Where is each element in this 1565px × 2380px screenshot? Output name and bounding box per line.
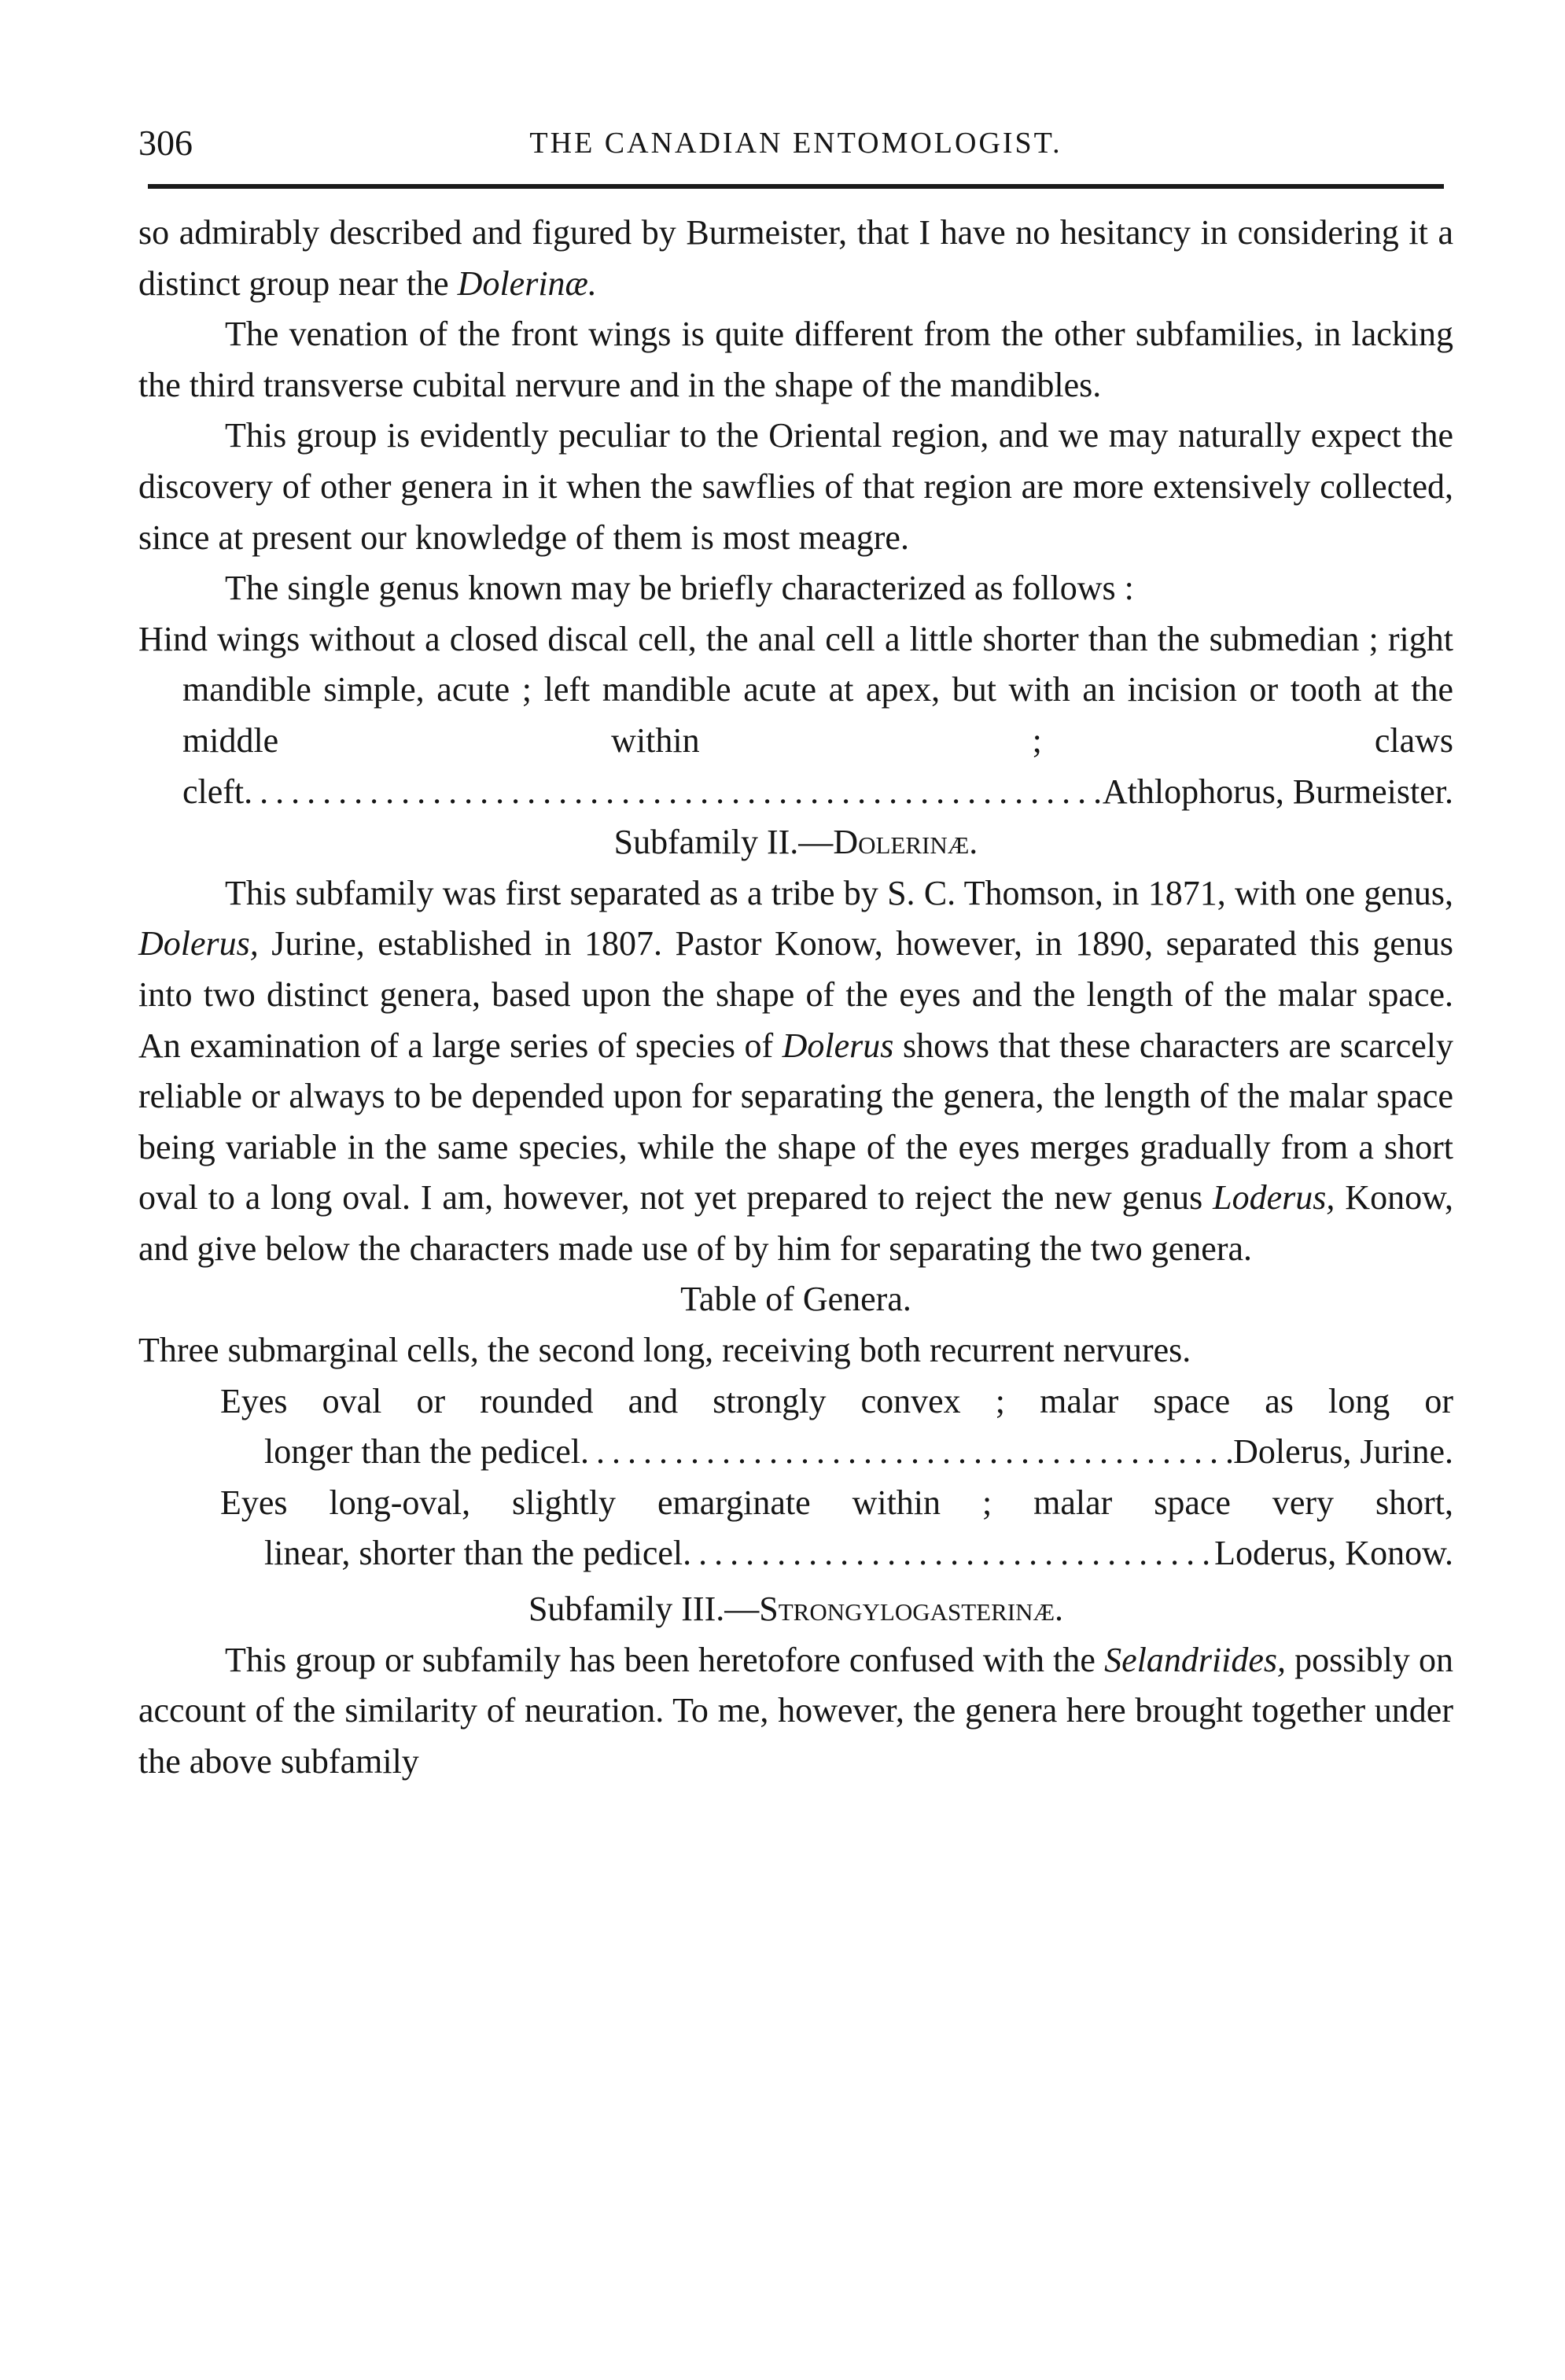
paragraph-1: so admirably described and figured by Burmeister, that I have no hesitancy in considering it a distinct group near the Dolerinæ. bbox=[138, 213, 1453, 303]
genus-name: Dolerus, Jurine. bbox=[1233, 1432, 1453, 1472]
page-header bbox=[138, 118, 1453, 168]
running-title: THE CANADIAN ENTOMOLOGIST. bbox=[529, 127, 1062, 160]
header-rule bbox=[148, 184, 1444, 189]
paragraph-3: This group is evidently peculiar to the Oriental region, and we may naturally expect the discovery of other genera in it when the sawflies of that region are more extensively collected, since at present our knowledge of them is most meagre. bbox=[138, 416, 1453, 557]
genus-name: Athlophorus, Burmeister. bbox=[1102, 772, 1453, 811]
subfamily-heading-3: Subfamily III.—Strongylogasterinæ. bbox=[528, 1590, 1064, 1629]
subfamily-heading-2: Subfamily II.—Dolerinæ. bbox=[613, 823, 978, 862]
key-leader-line: longer than the pedicel . . . Dolerus, Jurine. bbox=[138, 1427, 1453, 1478]
key-leader-line: linear, shorter than the pedicel . . . Loderus, Konow. bbox=[138, 1528, 1453, 1579]
genus-name: Loderus, Konow. bbox=[1214, 1534, 1453, 1573]
dot-leader bbox=[683, 1528, 1214, 1579]
page bbox=[138, 118, 1453, 1787]
paragraph-6: This group or subfamily has been heretofore confused with the Selandriides, possibly on account of the similarity of neuration. To me, however, the genera here brought together under the above subfamily bbox=[138, 1640, 1453, 1781]
key-leader-line: cleft . . . Athlophorus, Burmeister. bbox=[138, 767, 1453, 818]
genus-key-dolerus: Eyes oval or rounded and strongly convex ; malar space as long or longer than the pedicel . . . Dolerus, Jurine. bbox=[138, 1376, 1453, 1478]
page-number: 306 bbox=[138, 123, 193, 163]
paragraph-2: The venation of the front wings is quite different from the other subfamilies, in lacking the third transverse cubital nervure and in the shape of the mandibles. bbox=[138, 315, 1453, 404]
key-submarginal-cells: Three submarginal cells, the second long, receiving both recurrent nervures. bbox=[138, 1331, 1191, 1370]
genus-key-athlophorus bbox=[138, 614, 1453, 817]
key-description: Hind wings without a closed discal cell, the anal cell a little shorter than the submedian ; right mandible simple, acute ; left mandible acute at apex, but with an incision or tooth at the middle within ; claws bbox=[138, 619, 1453, 760]
paragraph-5: This subfamily was first separated as a tribe by S. C. Thomson, in 1871, with one genus, Dolerus, Jurine, established in 1807. Pastor Konow, however, in 1890, separated this genus into two distinct genera, based upon the shape of the eyes and the length of the malar space. An examination of a large series of species of Dolerus shows that these characters are scarcely reliable or always to be depended upon for separating the genera, the length of the malar space being variable in the same species, while the shape of the eyes merges gradually from a short oval to a long oval. I am, however, not yet prepared to reject the new genus Loderus, Konow, and give below the characters made use of by him for separating the two genera. bbox=[138, 873, 1453, 1268]
table-heading: Table of Genera. bbox=[680, 1280, 911, 1319]
dot-leader bbox=[580, 1427, 1233, 1478]
paragraph-4: The single genus known may be briefly characterized as follows : bbox=[225, 569, 1134, 608]
genus-key-loderus: Eyes long-oval, slightly emarginate within ; malar space very short, linear, shorter than the pedicel . . . Loderus, Konow. bbox=[138, 1478, 1453, 1579]
dot-leader bbox=[244, 767, 1103, 818]
italic-taxon: Dolerinæ. bbox=[457, 263, 597, 303]
